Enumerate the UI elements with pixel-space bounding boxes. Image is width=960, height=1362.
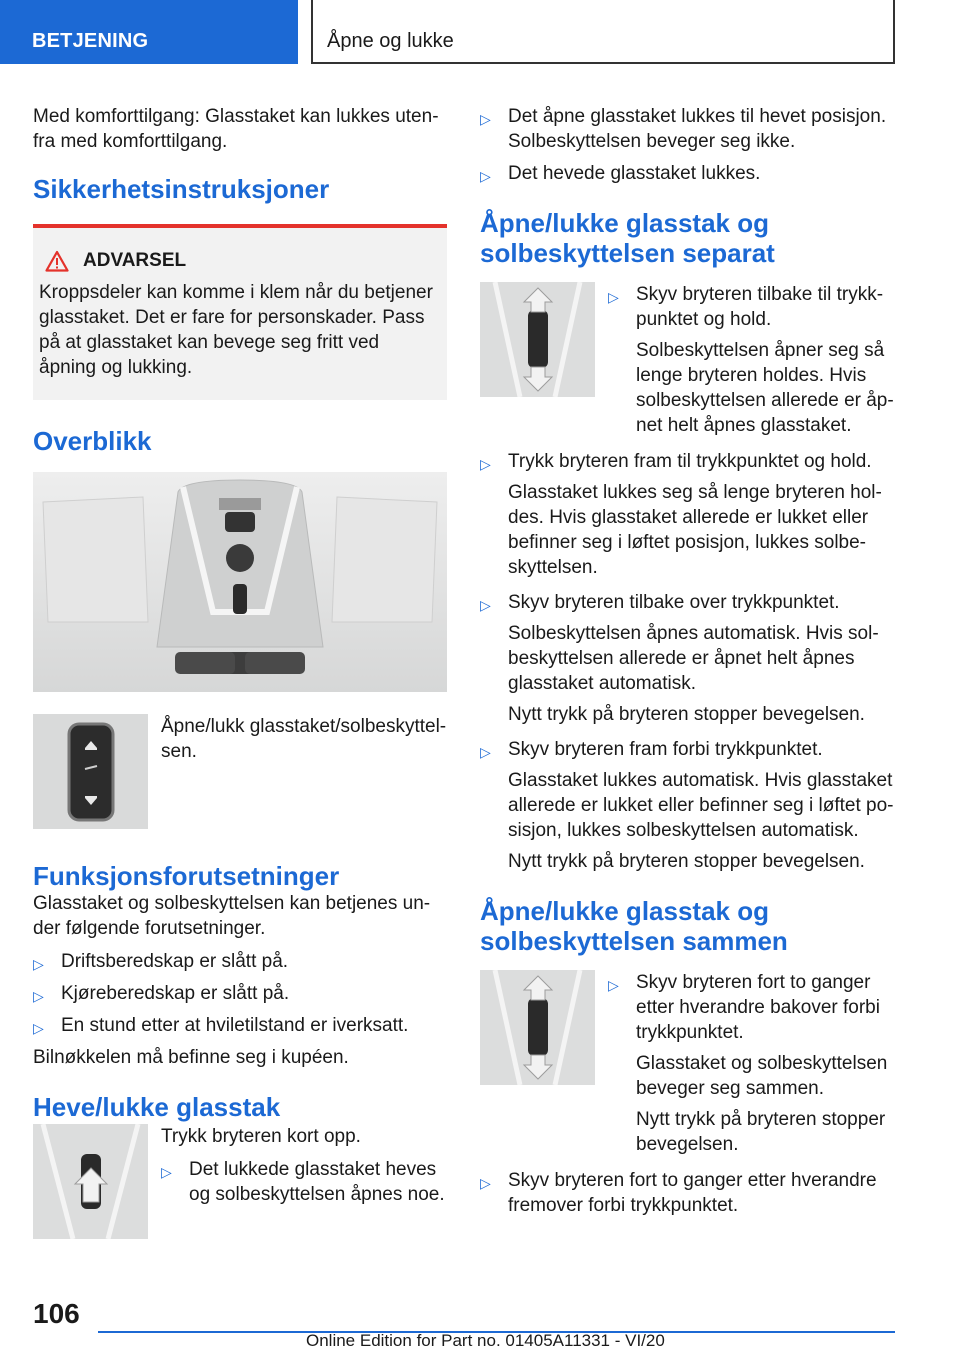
list-item-detail: Solbeskyttelsen beveger seg ikke. bbox=[508, 131, 796, 152]
overview-caption: Åpne/lukk glasstaket/solbeskyttel-sen. bbox=[161, 716, 447, 762]
list-item: ▷ Det åpne glasstaket lukkes til hevet posisjon. Solbeskyttelsen beveger seg ikke. bbox=[480, 104, 896, 154]
list-item: ▷ Det hevede glasstaket lukkes. bbox=[480, 161, 896, 186]
triangle-bullet-icon: ▷ bbox=[161, 1164, 172, 1180]
double-slide-switch-image bbox=[480, 970, 595, 1085]
list-item: ▷ Trykk bryteren fram til trykkpunktet og hold. Glasstaket lukkes seg så lenge bryteren hol-des. Hvis glasstaket allerede er lukket eller befinner seg i løftet posisjon, lukkes solbe-skyttelsen. bbox=[480, 449, 896, 580]
triangle-bullet-icon: ▷ bbox=[480, 744, 491, 760]
list-item: ▷ En stund etter at hviletilstand er iverksatt. bbox=[33, 1013, 447, 1038]
raise-heading: Heve/lukke glasstak bbox=[33, 1092, 281, 1122]
triangle-bullet-icon: ▷ bbox=[480, 1175, 491, 1191]
raise-row bbox=[33, 1124, 447, 1239]
conditions-intro: Glasstaket og solbeskyttelsen kan betjenes un-der følgende forutsetninger. bbox=[33, 893, 431, 939]
triangle-bullet-icon: ▷ bbox=[480, 456, 491, 472]
roof-console-illustration bbox=[33, 472, 447, 692]
right-column bbox=[480, 104, 896, 1225]
list-item: ▷ Driftsberedskap er slått på. bbox=[33, 949, 447, 974]
list-item: ▷ Skyv bryteren tilbake til trykk-punktet og hold. Solbeskyttelsen åpner seg så lenge bryteren holdes. Hvis solbeskyttelsen allerede er åp-net helt åpnes glasstaket. bbox=[608, 282, 896, 438]
list-item-detail: Glasstaket lukkes seg så lenge bryteren hol-des. Hvis glasstaket allerede er lukket eller befinner seg i løftet posisjon, lukkes solbe-skyttelsen. bbox=[508, 482, 882, 578]
raise-switch-image bbox=[33, 1124, 148, 1239]
intro-text: Med komforttilgang: Glasstaket kan lukkes uten-fra med komforttilgang. bbox=[33, 106, 439, 152]
together-list bbox=[480, 1168, 896, 1218]
switch-caption-row bbox=[33, 714, 447, 829]
raise-instruction: Trykk bryteren kort opp. bbox=[161, 1126, 361, 1147]
list-item: ▷ Skyv bryteren tilbake over trykkpunktet. Solbeskyttelsen åpnes automatisk. Hvis sol-beskyttelsen allerede er åpnet helt åpnes glasstaket automatisk. Nytt trykk på bryteren stopper bevegelsen. bbox=[480, 590, 896, 727]
list-item-detail: Glasstaket og solbeskyttelsen beveger seg sammen. bbox=[636, 1053, 888, 1099]
list-item-detail: Nytt trykk på bryteren stopper bevegelsen. bbox=[508, 851, 865, 872]
roof-console-image bbox=[33, 472, 447, 692]
triangle-bullet-icon: ▷ bbox=[480, 597, 491, 613]
separate-first-row bbox=[480, 282, 896, 445]
sunroof-switch-illustration bbox=[33, 714, 148, 829]
list-item: ▷ Skyv bryteren fort to ganger etter hverandre bakover forbi trykkpunktet. Glasstaket og solbeskyttelsen beveger seg sammen. Nytt trykk på bryteren stopper bevegelsen. bbox=[608, 970, 896, 1157]
together-heading: Åpne/lukke glasstak og solbeskyttelsen sammen bbox=[480, 896, 788, 956]
conditions-heading: Funksjonsforutsetninger bbox=[33, 861, 340, 891]
list-item: ▷ Det lukkede glasstaket heves og solbeskyttelsen åpnes noe. bbox=[161, 1159, 445, 1205]
triangle-bullet-icon: ▷ bbox=[480, 168, 491, 184]
slide-back-switch-illustration bbox=[480, 282, 595, 397]
raise-switch-illustration bbox=[33, 1124, 148, 1239]
list-item: ▷ Kjøreberedskap er slått på. bbox=[33, 981, 447, 1006]
section-tab[interactable]: BETJENING bbox=[0, 0, 298, 64]
together-first-row bbox=[480, 970, 896, 1164]
conditions-list bbox=[33, 949, 447, 1038]
list-item: ▷ Skyv bryteren fram forbi trykkpunktet. Glasstaket lukkes automatisk. Hvis glasstaket allerede er lukket eller befinner seg i løftet po-sisjon, lukkes solbeskyttelsen automatisk. Nytt trykk på bryteren stopper bevegelsen. bbox=[480, 737, 896, 874]
key-note: Bilnøkkelen må befinne seg i kupéen. bbox=[33, 1047, 349, 1068]
safety-heading: Sikkerhetsinstruksjoner bbox=[33, 174, 330, 204]
triangle-bullet-icon: ▷ bbox=[33, 956, 44, 972]
list-item: ▷ Skyv bryteren fort to ganger etter hverandre fremover forbi trykkpunktet. bbox=[480, 1170, 877, 1216]
switch-closeup-image bbox=[33, 714, 148, 829]
warning-header bbox=[39, 250, 439, 272]
triangle-bullet-icon: ▷ bbox=[480, 111, 491, 127]
warning-triangle-icon bbox=[45, 250, 69, 272]
list-item-detail: Solbeskyttelsen åpner seg så lenge bryteren holdes. Hvis solbeskyttelsen allerede er åp-net helt åpnes glasstaket. bbox=[636, 340, 894, 436]
list-item-detail: Nytt trykk på bryteren stopper bevegelsen. bbox=[508, 704, 865, 725]
list-item-detail: Solbeskyttelsen åpnes automatisk. Hvis sol-beskyttelsen allerede er åpnet helt åpnes glasstaket automatisk. bbox=[508, 623, 879, 694]
raise-continued-list bbox=[480, 104, 896, 186]
triangle-bullet-icon: ▷ bbox=[608, 289, 619, 305]
double-slide-switch-illustration bbox=[480, 970, 595, 1085]
left-column bbox=[33, 104, 447, 1239]
warning-box bbox=[33, 224, 447, 400]
edition-text[interactable]: Online Edition for Part no. 01405A11331 - VI/20 bbox=[306, 1331, 665, 1350]
list-item-detail: Glasstaket lukkes automatisk. Hvis glasstaket allerede er lukket eller befinner seg i løftet po-sisjon, lukkes solbeskyttelsen automatisk. bbox=[508, 770, 894, 841]
separate-heading: Åpne/lukke glasstak og solbeskyttelsen separat bbox=[480, 208, 775, 268]
warning-text: Kroppsdeler kan komme i klem når du betjener glasstaket. Det er fare for personskader. Pass på at glasstaket kan bevege seg fritt ved åpning og lukking. bbox=[39, 282, 433, 378]
triangle-bullet-icon: ▷ bbox=[33, 1020, 44, 1036]
page-number: 106 bbox=[33, 1298, 80, 1329]
raise-list bbox=[161, 1157, 447, 1207]
slide-back-switch-image bbox=[480, 282, 595, 397]
page-title: Åpne og lukke bbox=[311, 0, 895, 64]
triangle-bullet-icon: ▷ bbox=[33, 988, 44, 1004]
separate-list bbox=[480, 449, 896, 874]
triangle-bullet-icon: ▷ bbox=[608, 977, 619, 993]
overview-heading: Overblikk bbox=[33, 426, 152, 456]
warning-label: ADVARSEL bbox=[83, 250, 187, 271]
list-item-detail: Nytt trykk på bryteren stopper bevegelsen. bbox=[636, 1109, 886, 1155]
